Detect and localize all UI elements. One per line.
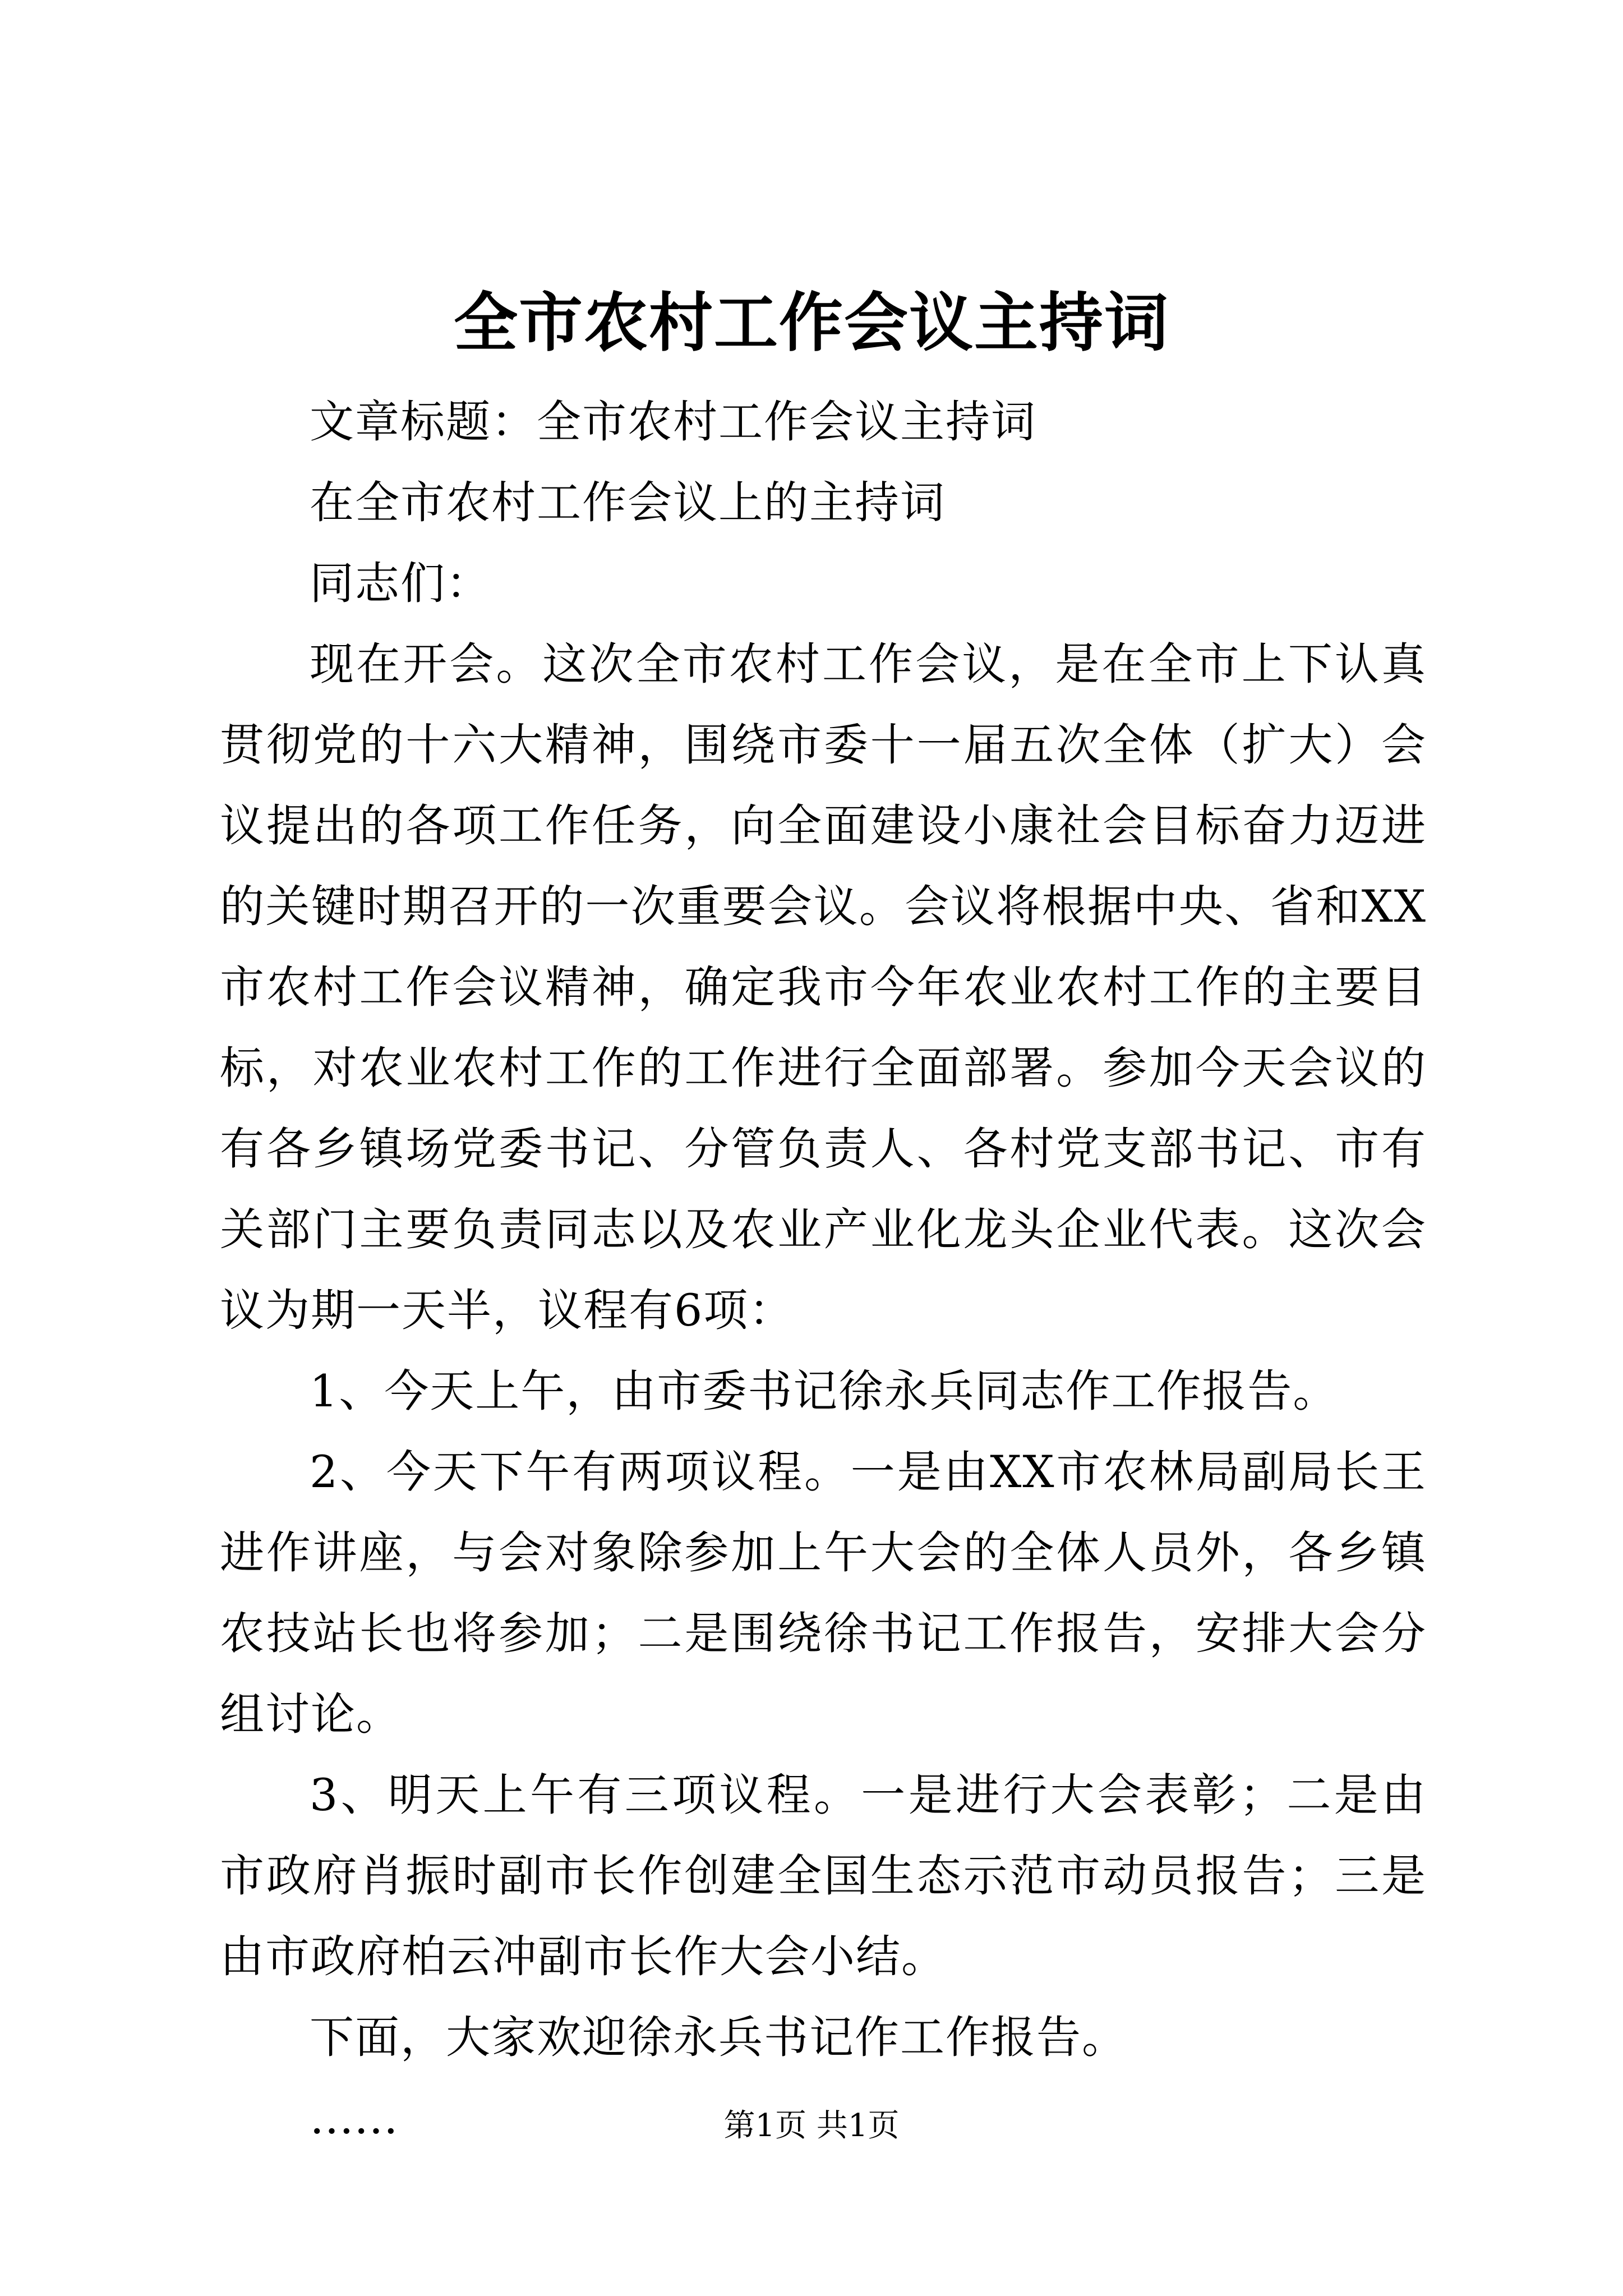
page-number-footer: 第1页 共1页 (723, 2108, 900, 2144)
subtitle-line: 在全市农村工作会议上的主持词 (310, 477, 946, 528)
document-body (220, 381, 1427, 2159)
article-title-line: 文章标题：全市农村工作会议主持词 (310, 396, 1036, 448)
agenda-item-3: 3、明天上午有三项议程。一是进行大会表彰；二是由市政府肖振时副市长作创建全国生态示范市动员报告；三是由市政府柏云冲副市长作大会小结。 (220, 1769, 1427, 1982)
opening-paragraph: 现在开会。这次全市农村工作会议，是在全市上下认真贯彻党的十六大精神，围绕市委十一届五次全体（扩大）会议提出的各项工作任务，向全面建设小康社会目标奋力迈进的关键时期召开的一次重要会议。会议将根据中央、省和XX市农村工作会议精神，确定我市今年农业农村工作的主要目标，对农业农村工作的工作进行全面部署。参加今天会议的有各乡镇场党委书记、分管负责人、各村党支部书记、市有关部门主要负责同志以及农业产业化龙头企业代表。这次会议为期一天半，议程有6项： (220, 638, 1427, 1336)
document-title: 全市农村工作会议主持词 (453, 285, 1169, 360)
salutation: 同志们： (310, 558, 491, 609)
agenda-item-1: 1、今天上午，由市委书记徐永兵同志作工作报告。 (310, 1365, 1339, 1417)
agenda-item-2: 2、今天下午有两项议程。一是由XX市农林局副局长王进作讲座，与会对象除参加上午大会的全体人员外，各乡镇农技站长也将参加；二是围绕徐书记工作报告，安排大会分组讨论。 (220, 1446, 1427, 1740)
closing-line: 下面，大家欢迎徐永兵书记作工作报告。 (310, 2012, 1127, 2063)
ellipsis: …… (310, 2092, 398, 2144)
